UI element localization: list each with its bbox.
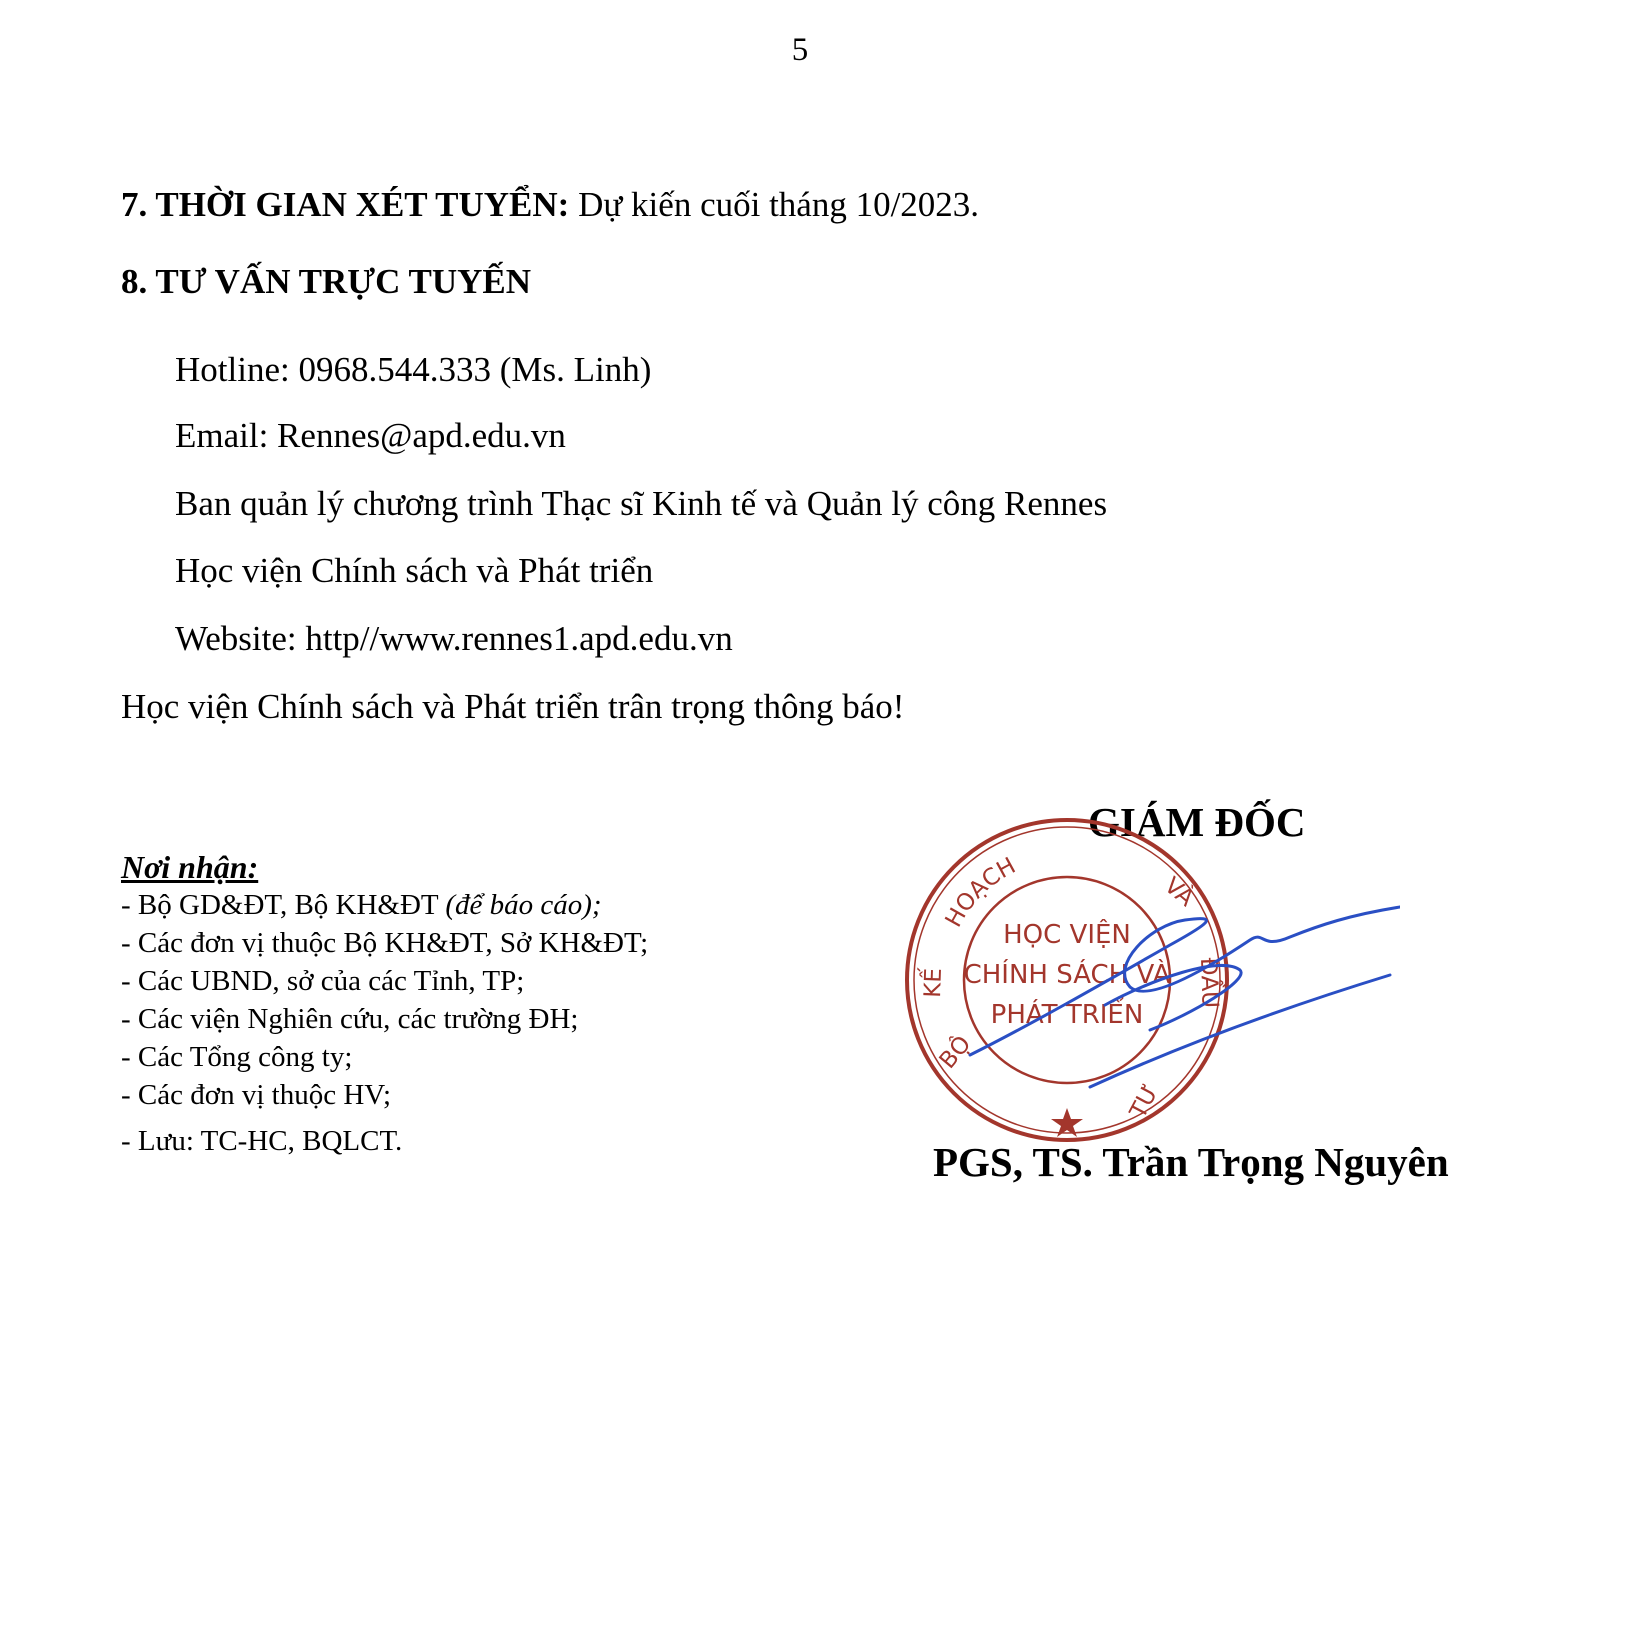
list-item: - Các đơn vị thuộc Bộ KH&ĐT, Sở KH&ĐT; <box>121 927 649 959</box>
list-item: - Bộ GD&ĐT, Bộ KH&ĐT (để báo cáo); <box>121 889 602 921</box>
seal-inner-line-1: HỌC VIỆN <box>1003 920 1131 950</box>
recipients-block <box>121 848 648 1160</box>
signer-name: PGS, TS. Trần Trọng Nguyên <box>933 1139 1449 1185</box>
list-item: - Các UBND, sở của các Tỉnh, TP; <box>121 965 525 997</box>
website: Website: http//www.rennes1.apd.edu.vn <box>175 619 733 658</box>
seal-outer-right-text: ĐẦU <box>1195 957 1223 1009</box>
closing-statement: Học viện Chính sách và Phát triển trân trọng thông báo! <box>121 687 905 726</box>
list-item: - Các đơn vị thuộc HV; <box>121 1079 392 1111</box>
email: Email: Rennes@apd.edu.vn <box>175 416 566 455</box>
recipients-list <box>121 886 648 1160</box>
recipients-title: Nơi nhận: <box>121 849 259 885</box>
seal-outer-left-text: KẾ <box>920 967 948 999</box>
seal-outer-bottom-left-text: BỘ <box>934 1031 977 1074</box>
list-item: - Các viện Nghiên cứu, các trường ĐH; <box>121 1003 579 1035</box>
program-office: Ban quản lý chương trình Thạc sĩ Kinh tế và Quản lý công Rennes <box>175 484 1108 523</box>
list-item: - Các Tổng công ty; <box>121 1041 353 1073</box>
seal-inner-line-2: CHÍNH SÁCH VÀ <box>963 960 1171 990</box>
section-7-heading: 7. THỜI GIAN XÉT TUYỂN: <box>121 185 570 224</box>
seal-outer-va-text: VÀ <box>1159 872 1199 912</box>
report-note: (để báo cáo); <box>445 889 602 921</box>
section-7 <box>121 185 979 225</box>
seal-outer-top-text: HOẠCH <box>940 852 1021 932</box>
list-item: - Lưu: TC-HC, BQLCT. <box>121 1125 403 1157</box>
seal-outer-bottom-right-text: TƯ <box>1125 1080 1165 1123</box>
section-8-heading: 8. TƯ VẤN TRỰC TUYẾN <box>121 262 532 301</box>
seal-inner-line-3: PHÁT TRIỂN <box>990 1000 1144 1030</box>
handwritten-signature <box>960 895 1400 1095</box>
signature-title: GIÁM ĐỐC <box>1088 799 1306 845</box>
section-7-text: Dự kiến cuối tháng 10/2023. <box>569 185 980 224</box>
hotline: Hotline: 0968.544.333 (Ms. Linh) <box>175 350 652 389</box>
page-number: 5 <box>791 32 809 68</box>
institute-name: Học viện Chính sách và Phát triển <box>175 551 654 590</box>
